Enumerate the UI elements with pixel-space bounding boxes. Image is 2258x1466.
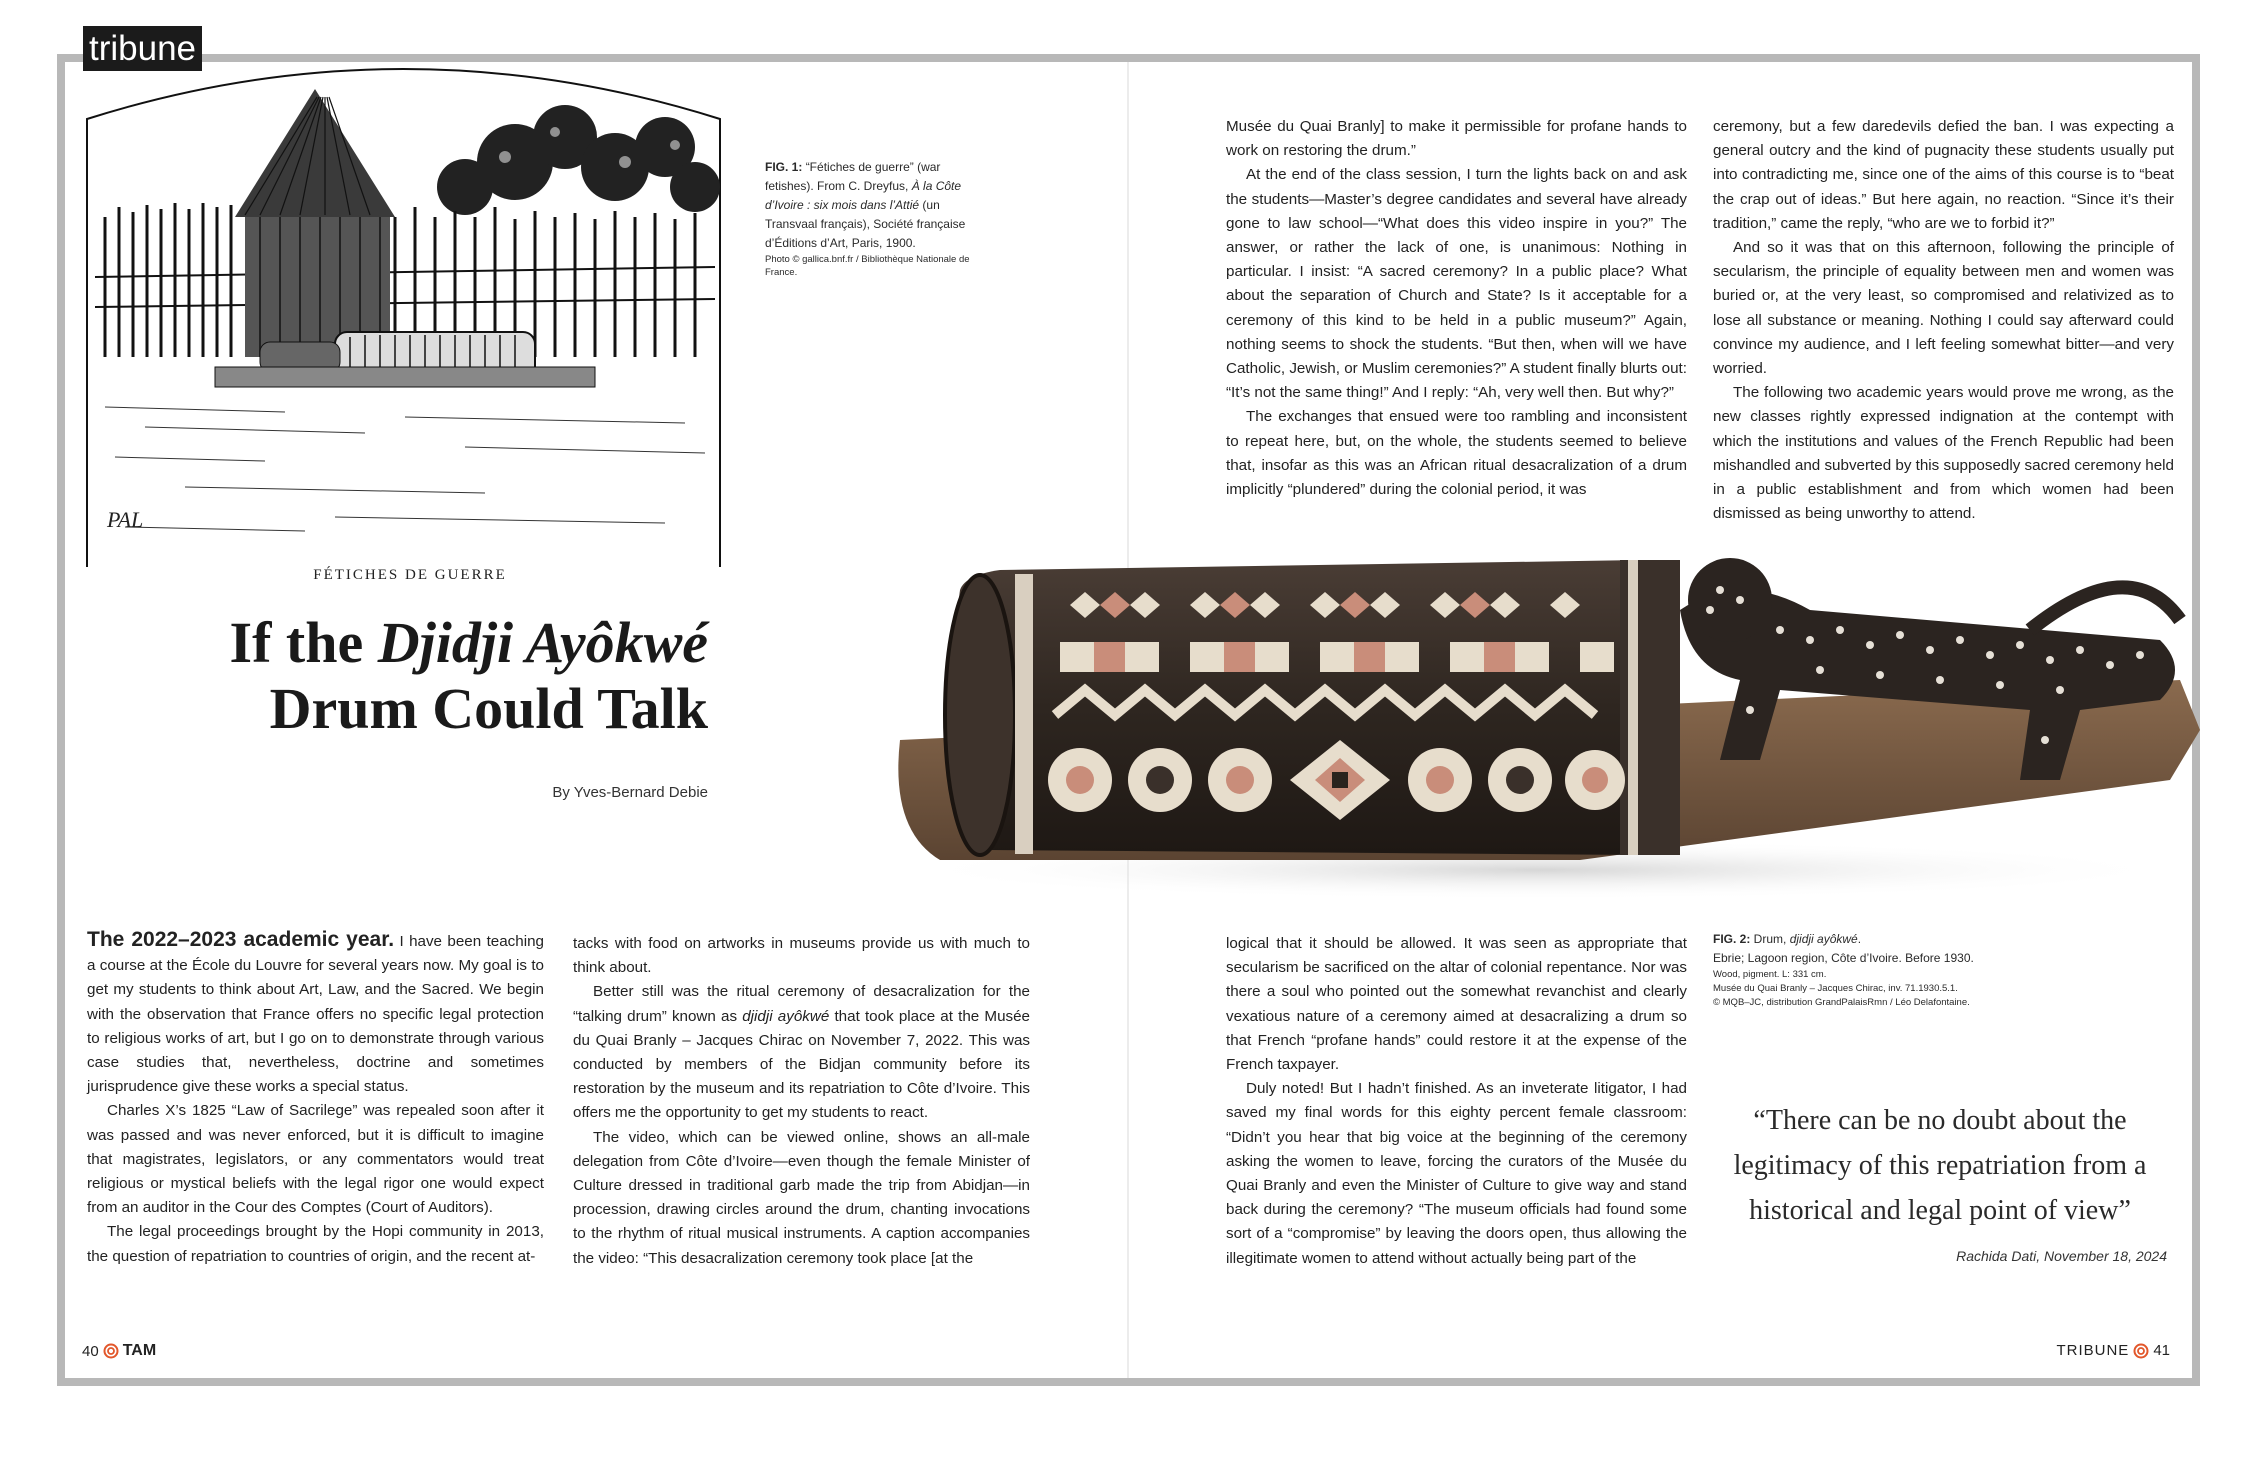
column-3-paragraph-1: Musée du Quai Branly] to make it permissible for profane hands to work on restoring the drum.”: [1226, 118, 1687, 160]
lead-in: The 2022–2023 academic year.: [87, 928, 395, 951]
column-4-paragraph-3: The following two academic years would prove me wrong, as the new classes rightly expressed indignation at the contempt with which the institutions and values of the French Republic had been mishandled and subverted by this supposedly sacred ceremony held in a public establishment and from which women had been dismissed as being unworthy to attend.: [1713, 384, 2174, 523]
column-1-paragraph-3: The legal proceedings brought by the Hopi community in 2013, the question of repatriation to countries of origin, and the recent at-: [87, 1223, 544, 1265]
article-column-3: [1226, 115, 1687, 502]
figure-2-label: FIG. 2:: [1713, 932, 1751, 946]
figure-1-caption-publisher: (un Transvaal français), Société française d’Éditions d’Art, Paris, 1900.: [765, 198, 966, 250]
section-name: TRIBUNE: [2056, 1342, 2130, 1359]
article-column-5: [1226, 932, 1687, 1271]
figure-2-materials: Wood, pigment. L: 331 cm.: [1713, 969, 1827, 980]
column-1-paragraph-1: [87, 928, 544, 1099]
figure-2-caption: [1713, 930, 2013, 1010]
figure-1-label: FIG. 1:: [765, 160, 803, 174]
page-number-right: 41: [2153, 1342, 2170, 1359]
title-italic: Djidji Ayôkwé: [377, 610, 708, 675]
folio-left: [82, 1342, 156, 1360]
column-2-paragraph-2-b: that took place at the Musée du Quai Branly – Jacques Chirac on November 7, 2022. This was conducted by members of the Bidjan community before its restoration by the museum and its repatriation to Côte d’Ivoire. This offers me the opportunity to get my students to react.: [573, 1007, 1031, 1122]
column-3-paragraph-2: At the end of the class session, I turn the lights back on and ask the students—Master’s degree candidates and several have already gone to law school—“What does this video inspire in you?” The answer, or rather the lack of one, is unanimous: Nothing in particular. I insist: “A sacred ceremony? In a public place? What about the separation of Church and State? Is it acceptable for a ceremony of this kind to be held in a public museum?” Again, nothing seems to shock the students. “But then, when will we have Catholic, Jewish, or Muslim ceremonies?” A student finally blurts out: “It’s not the same thing!” And I reply: “Ah, very well then. But why?”: [1226, 166, 1687, 402]
column-2-paragraph-2-a: Better still was the ritual ceremony of desacralization for the “talking drum” known as: [573, 983, 1030, 1025]
column-4-paragraph-1: ceremony, but a few daredevils defied the ban. I was expecting a general outcry and the kind of pugnacity these students usually put into contradicting me, since one of the aims of this course is to “beat the crap out of ideas.” But here again, no reaction. “Since it’s their tradition,” came the reply, “who are we to forbid it?”: [1713, 118, 2174, 232]
figure-2-origin: Ebrie; Lagoon region, Côte d’Ivoire. Before 1930.: [1713, 951, 1974, 965]
svg-text:PAL: PAL: [107, 507, 144, 532]
swirl-logo-icon: [103, 1343, 119, 1359]
title-line-2: Drum Could Talk: [269, 676, 708, 741]
column-5-paragraph-1: logical that it should be allowed. It was seen as appropriate that secularism be sacrificed on the altar of colonial repentance. Nor was there a soul who pointed out the somewhat revanchist and clearly vexatious nature of a ceremony aimed at desacralizing a drum so that French “profane hands” could restore it at the expense of the French taxpayer.: [1226, 935, 1687, 1074]
article-title: [120, 610, 708, 742]
figure-1-caption-book: À la Côte d’Ivoire : six mois dans l’Attié: [765, 179, 962, 212]
pull-quote: “There can be no doubt about the legitimacy of this repatriation from a historical and legal point of view”: [1733, 1105, 2147, 1226]
figure-1-credit: Photo © gallica.bnf.fr / Bibliothèque Nationale de France.: [765, 254, 970, 278]
figure-2-credit: © MQB–JC, distribution GrandPalaisRmn / Léo Delafontaine.: [1713, 997, 1970, 1008]
folio-right: [2056, 1342, 2170, 1359]
djidji-ayokwe-drum-image: [880, 530, 2210, 910]
figure-2-inventory: Musée du Quai Branly – Jacques Chirac, inv. 71.1930.5.1.: [1713, 983, 1958, 994]
column-2-paragraph-2: [573, 980, 1030, 1125]
column-4-paragraph-2: And so it was that on this afternoon, following the principle of secularism, the principle of equality between men and women was buried or, at the very least, so compromised and relativized as to lose all substance or meaning. Nothing I could say afterward could convince my audience, and I left feeling somewhat bitter—and very worried.: [1713, 239, 2174, 378]
column-2-paragraph-3: The video, which can be viewed online, shows an all-male delegation from Côte d’Ivoire—even though the female Minister of Culture dressed in traditional garb made the trip from Abidjan—in procession, drawing circles around the drum, chanting invocations to the rhythm of ritual musical instruments. A caption accompanies the video: “This desacralization ceremony took place [at the: [573, 1128, 1030, 1267]
title-part-1: If the: [229, 610, 378, 675]
figure-1-caption: [765, 158, 980, 279]
war-fetishes-engraving: [85, 67, 722, 567]
article-column-4: [1713, 115, 2174, 526]
figure-2-caption-a: Drum,: [1750, 932, 1790, 946]
byline: By Yves-Bernard Debie: [552, 784, 708, 801]
column-1-paragraph-2: Charles X’s 1825 “Law of Sacrilege” was repealed soon after it was passed and was never enforced, but it is difficult to imagine that magistrates, legislators, or any commentators would treat religious or mystical beliefs with the legal rigor one would expect from an auditor in the Cour des Comptes (Court of Auditors).: [87, 1102, 544, 1217]
column-3-paragraph-3: The exchanges that ensued were too rambling and inconsistent to repeat here, but, on the whole, the students seemed to believe that, insofar as this was an African ritual desacralization of a drum implicitly “plundered” during the colonial period, it was: [1226, 408, 1687, 499]
column-5-paragraph-2: Duly noted! But I hadn’t finished. As an inveterate litigator, I had saved my final words for this eighty percent female classroom: “Didn’t you hear that big voice at the beginning of the ceremony asking the women to leave, forcing the curators of the Musée du Quai Branly and even the Minister of Culture to give way and stand back during the ceremony? “The museum officials had found some sort of a “compromise” by leaving the doors open, thus allowing the illegitimate women to attend without actually being part of the: [1226, 1080, 1687, 1267]
figure-2-caption-b: .: [1857, 932, 1862, 946]
swirl-logo-icon: [2133, 1343, 2149, 1359]
column-2-paragraph-2-italic: djidji ayôkwé: [742, 1007, 830, 1025]
figure-2-caption-italic: djidji ayôkwé: [1789, 932, 1858, 946]
page-number-left: 40: [82, 1342, 99, 1360]
engraving-caption: FÉTICHES DE GUERRE: [313, 567, 507, 583]
pull-quote-attribution: Rachida Dati, November 18, 2024: [1956, 1248, 2167, 1264]
article-column-1: [87, 928, 544, 1269]
column-1-paragraph-1-text: I have been teaching a course at the École du Louvre for several years now. My goal is to get my students to think about Art, Law, and the Sacred. We begin with the observation that France offers no specific legal protection to religious works of art, but I go on to demonstrate through various case studies that, nevertheless, doctrine and sometimes jurisprudence give these works a special status.: [87, 933, 544, 1096]
magazine-brand: TAM: [122, 1342, 157, 1359]
column-2-paragraph-1: tacks with food on artworks in museums provide us with much to think about.: [573, 935, 1030, 977]
section-tag: tribune: [83, 26, 202, 71]
figure-1-caption-text: “Fétiches de guerre” (war fetishes). From C. Dreyfus,: [765, 160, 941, 193]
article-column-2: [573, 932, 1030, 1271]
